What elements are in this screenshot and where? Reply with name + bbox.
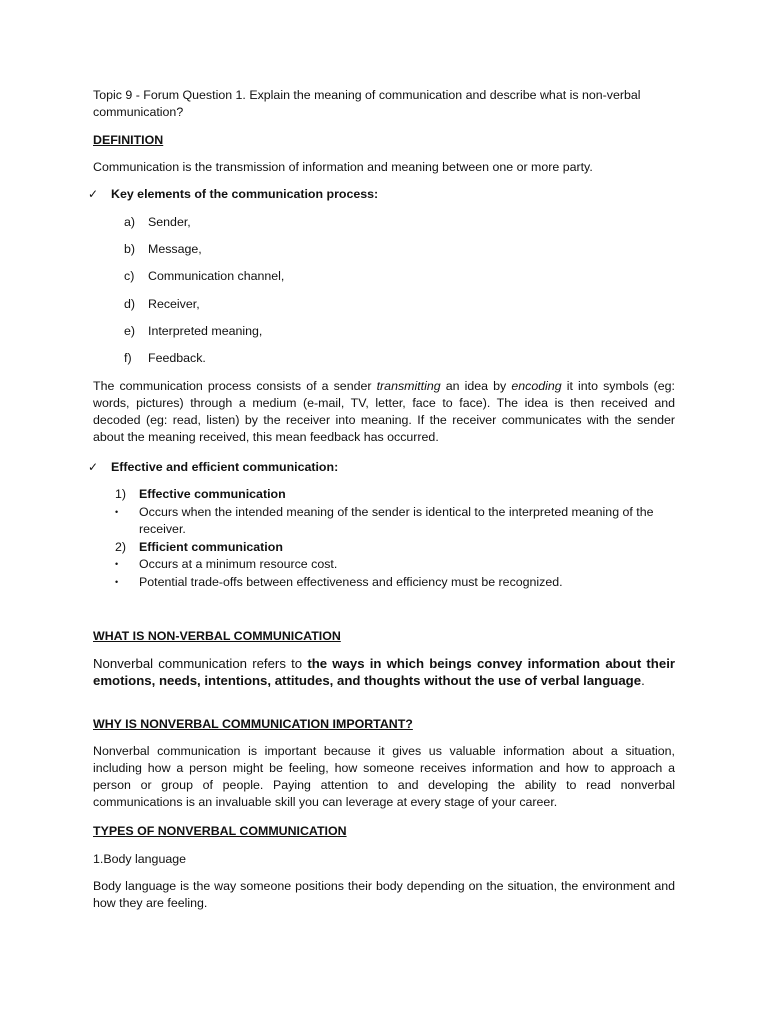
effective-label: ✓ Effective and efficient communication:	[88, 460, 339, 474]
checkmark-icon: ✓	[88, 460, 99, 474]
nonverbal-heading: WHAT IS NON-VERBAL COMMUNICATION	[93, 629, 341, 643]
bullet-icon: •	[115, 559, 119, 569]
bullet-icon: •	[115, 507, 119, 517]
bullet-icon: •	[115, 577, 119, 587]
definition-heading: DEFINITION	[93, 133, 164, 147]
definition-text: Communication is the transmission of information and meaning between one or more party.	[93, 160, 593, 174]
topic-question: Topic 9 - Forum Question 1. Explain the meaning of communication and describe what is non-verbal communication?	[93, 88, 641, 119]
list-item: 2) Efficient communication	[115, 540, 283, 554]
bullet-item: • Occurs at a minimum resource cost.	[115, 557, 338, 571]
list-item: b) Message,	[124, 242, 202, 256]
body-language-paragraph: Body language is the way someone positions their body depending on the situation, the environment and how they are feeling.	[93, 879, 675, 910]
why-paragraph: Nonverbal communication is important because it gives us valuable information about a situation, including how a person might be feeling, how someone receives information and how to approach a person or group of people. Paying attention to and developing the ability to read nonverbal communications is an invaluable skill you can leverage at every stage of your career.	[93, 744, 675, 809]
body-language-subheading: 1.Body language	[93, 852, 187, 866]
list-item: f) Feedback.	[124, 351, 206, 365]
why-heading: WHY IS NONVERBAL COMMUNICATION IMPORTANT?	[93, 717, 413, 731]
list-item: 1) Effective communication	[115, 487, 286, 501]
types-heading: TYPES OF NONVERBAL COMMUNICATION	[93, 824, 347, 838]
list-item: d) Receiver,	[124, 297, 200, 311]
list-item: a) Sender,	[124, 215, 191, 229]
list-item: e) Interpreted meaning,	[124, 324, 263, 338]
list-item: c) Communication channel,	[124, 269, 285, 283]
bullet-item: • Occurs when the intended meaning of the sender is identical to the interpreted meaning of the receiver.	[115, 505, 654, 536]
nonverbal-definition: Nonverbal communication refers to the ways in which beings convey information about their emotions, needs, intentions, attitudes, and thoughts without the use of verbal language.	[93, 656, 675, 688]
key-elements-label: ✓ Key elements of the communication process:	[88, 187, 379, 201]
checkmark-icon: ✓	[88, 187, 99, 201]
process-paragraph: The communication process consists of a sender transmitting an idea by encoding it into symbols (eg: words, pictures) through a medium (e-mail, TV, letter, face to face). The idea is then received and decoded (eg: read, listen) by the receiver into meaning. If the receiver communicates with the sender about the meaning received, this mean feedback has occurred.	[93, 379, 675, 444]
bullet-item: • Potential trade-offs between effectiveness and efficiency must be recognized.	[115, 575, 563, 589]
